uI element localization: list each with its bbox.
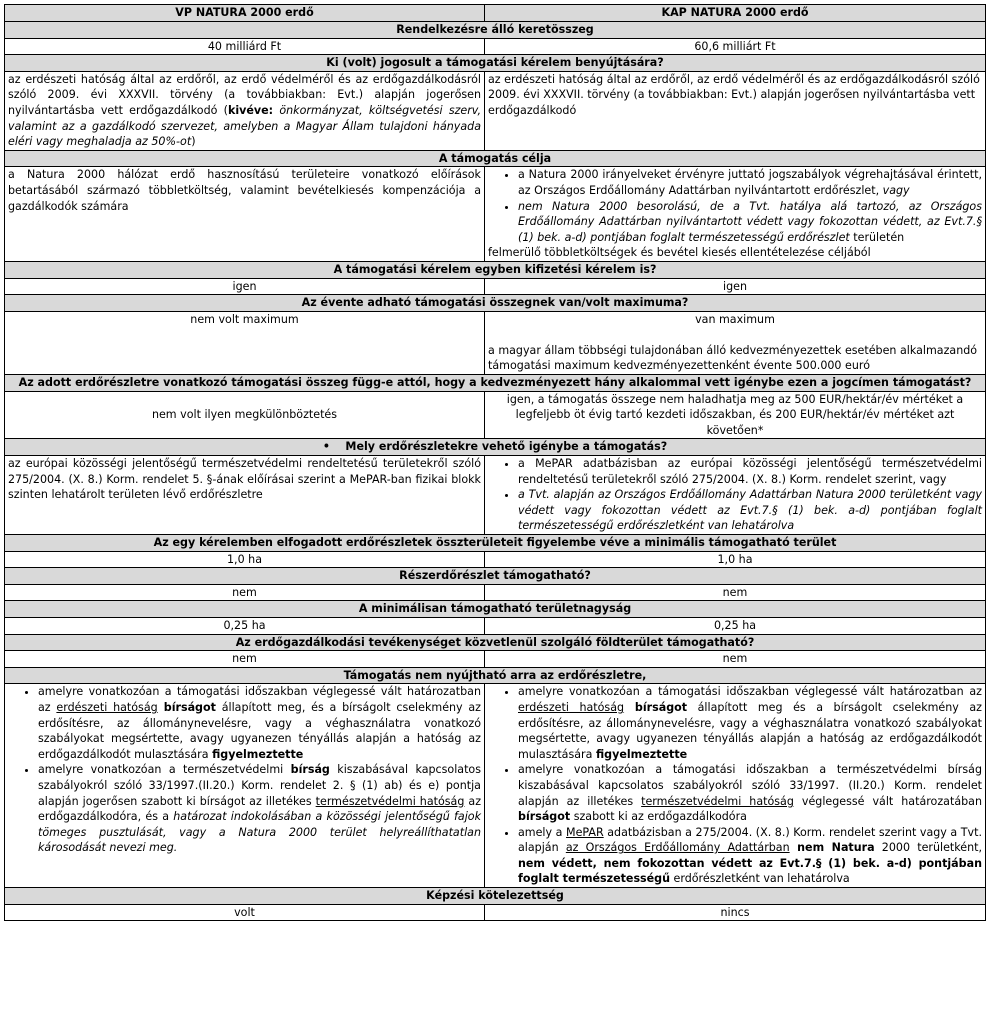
section-title-annual-max: Az évente adható támogatási összegnek van/volt maximuma? [5, 295, 986, 312]
exclusions-vp-item: • amelyre vonatkozóan a természetvédelmi bírság kiszabásával kapcsolatos szabályokról szóló 33/1997.(II.20.) Korm. rendelet 2. § (1) ab) és e) pontja alapján jogerősen szabott ki bírságot az illetékes természetvédelmi hatóság az erdőgazdálkodóra, és a határozat indokolásában a közösségi jelentőségű fajok tömeges pusztulását, vagy a Natura 2000 terület helyreállíthatatlan károsodását nevezi meg. [38, 762, 481, 856]
repeat-dependence-kap: igen, a támogatás összege nem haladhatja meg az 500 EUR/hektár/év mértéket a legfeljebb öt évig tartó kezdeti időszakban, és 200 EUR/hektár/év mértéket azt követően* [485, 391, 986, 439]
parcels-kap-item: • a MePAR adatbázisban az európai közösségi jelentőségű természetvédelmi rendeltetésű területekről szóló 275/2004. (X. 8.) Korm. rendelet szerint, vagy [518, 456, 982, 487]
service-land-vp: nem [5, 651, 485, 668]
section-title-payment-request: A támogatási kérelem egyben kifizetési kérelem is? [5, 261, 986, 278]
annual-max-kap-detail: a magyar állam többségi tulajdonában álló kedvezményezettek esetében alkalmazandó támogatási maximum kedvezményezettenként évente 500.000 euró [488, 343, 978, 373]
section-title-repeat-dependence: Az adott erdőrészletre vonatkozó támogatási összeg függ-e attól, hogy a kedvezményezett hány alkalommal vett igénybe ezen a jogcímen támogatást? [5, 375, 986, 392]
comparison-table [4, 4, 986, 921]
partial-parcel-kap: nem [485, 584, 986, 601]
annual-max-kap-value: van maximum [695, 312, 775, 326]
annual-max-kap [485, 311, 986, 374]
section-title-exclusions: Támogatás nem nyújtható arra az erdőrészletre, [5, 667, 986, 684]
purpose-vp: a Natura 2000 hálózat erdő hasznosítású területeire vonatkozó előírások betartásából származó többletköltség, valamint bevételkiesés kompenzációja a gazdálkodók számára [5, 167, 485, 262]
column-header-vp: VP NATURA 2000 erdő [5, 5, 485, 22]
purpose-kap [485, 167, 986, 262]
payment-request-kap: igen [485, 278, 986, 295]
section-title-eligible: Ki (volt) jogosult a támogatási kérelem benyújtására? [5, 55, 986, 72]
repeat-dependence-vp: nem volt ilyen megkülönböztetés [5, 391, 485, 439]
partial-parcel-vp: nem [5, 584, 485, 601]
exclusions-vp [5, 684, 485, 888]
exclusions-kap-item: • amelyre vonatkozóan a támogatási időszakban véglegessé vált határozatban az erdészeti hatóság bírságot állapított meg és a bírságolt cselekmény az erdősítésre, az állománynevelésre, vagy a véghasználatra vonatkozó szabályokat megsértette, avagy ugyanezen tényállás alapján a hatóság az erdőgazdálkodót mulasztására figyelmeztette [518, 684, 982, 762]
min-total-area-kap: 1,0 ha [485, 551, 986, 568]
section-title-min-total-area: Az egy kérelemben elfogadott erdőrészletek összterületeit figyelembe véve a minimális támogatható terület [5, 535, 986, 552]
min-area-kap: 0,25 ha [485, 617, 986, 634]
purpose-kap-item: • nem Natura 2000 besorolású, de a Tvt. hatálya alá tartozó, az Országos Erdőállomány Adattárban nyilvántartott védett vagy fokozottan védett, az Evt.7.§ (1) bek. a-d) pontjában foglalt természetességű erdőrészlet területén [518, 199, 982, 246]
section-title-service-land: Az erdőgazdálkodási tevékenységet közvetlenül szolgáló földterület támogatható? [5, 634, 986, 651]
budget-kap: 60,6 milliárt Ft [485, 38, 986, 55]
annual-max-vp: nem volt maximum [5, 311, 485, 374]
training-vp: volt [5, 904, 485, 921]
section-title-min-area: A minimálisan támogatható területnagyság [5, 601, 986, 618]
service-land-kap: nem [485, 651, 986, 668]
payment-request-vp: igen [5, 278, 485, 295]
min-area-vp: 0,25 ha [5, 617, 485, 634]
section-title-budget: Rendelkezésre álló keretösszeg [5, 22, 986, 39]
eligible-vp: az erdészeti hatóság által az erdőről, az erdő védelméről és az erdőgazdálkodásról szóló 2009. évi XXXVII. törvény (a továbbiakban: Evt.) alapján jogerősen nyilvántartásba vett erdőgazdálkodó (kivéve: önkormányzat, költségvetési szerv, valamint az a gazdálkodó szervezet, amelyben a Magyar Állam tulajdoni hányada eléri vagy meghaladja az 50%-ot) [5, 71, 485, 150]
budget-vp: 40 milliárd Ft [5, 38, 485, 55]
section-title-partial-parcel: Részerdőrészlet támogatható? [5, 568, 986, 585]
purpose-kap-tail: felmerülő többletköltségek és bevétel kiesés ellentételezése céljából [488, 246, 871, 260]
section-title-training: Képzési kötelezettség [5, 888, 986, 905]
purpose-kap-item: • a Natura 2000 irányelveket érvényre juttató jogszabályok végrehajtásával érintett, az Országos Erdőállomány Adattárban nyilvántartott erdőrészlet, vagy [518, 167, 982, 198]
column-header-kap: KAP NATURA 2000 erdő [485, 5, 986, 22]
exclusions-vp-item: • amelyre vonatkozóan a támogatási időszakban véglegessé vált határozatban az erdészeti hatóság bírságot állapított meg, és a bírságolt cselekmény az erdősítésre, az állománynevelésre, vagy a véghasználatra vonatkozó szabályokat megsértette, avagy ugyanezen tényállás alapján a hatóság az erdőgazdálkodót mulasztására figyelmeztette [38, 684, 481, 762]
section-title-parcels: • Mely erdőrészletekre vehető igénybe a támogatás? [5, 439, 986, 456]
exclusions-kap-item: • amelyre vonatkozóan a támogatási időszakban a természetvédelmi bírság kiszabásával kapcsolatos szabályokról szóló 33/1997. (II.20.) Korm. rendelet alapján az illetékes természetvédelmi hatóság véglegessé vált határozatában bírságot szabott ki az erdőgazdálkodóra [518, 762, 982, 824]
parcels-vp: az európai közösségi jelentőségű természetvédelmi rendeltetésű területekről szóló 275/2004. (X. 8.) Korm. rendelet 5. §-ának előírásai szerint a MePAR-ban fizikai blokk szinten lehatárolt területen lévő erdőrészletre [5, 456, 485, 535]
exclusions-kap-item: • amely a MePAR adatbázisban a 275/2004. (X. 8.) Korm. rendelet szerint vagy a Tvt. alapján az Országos Erdőállomány Adattárban nem Natura 2000 területként, nem védett, nem fokozottan védett az Evt.7.§ (1) bek. a-d) pontjában foglalt természetességű erdőrészletként van lehatárolva [518, 825, 982, 887]
exclusions-kap [485, 684, 986, 888]
section-title-purpose: A támogatás célja [5, 150, 986, 167]
parcels-kap [485, 456, 986, 535]
training-kap: nincs [485, 904, 986, 921]
parcels-kap-item: • a Tvt. alapján az Országos Erdőállomány Adattárban Natura 2000 területként vagy védett vagy fokozottan védett az Evt.7.§ (1) bek. a-d) pontjában foglalt természetességű erdőrészletként van lehatárolva [518, 487, 982, 534]
min-total-area-vp: 1,0 ha [5, 551, 485, 568]
eligible-kap: az erdészeti hatóság által az erdőről, az erdő védelméről és az erdőgazdálkodásról szóló 2009. évi XXXVII. törvény (a továbbiakban: Evt.) alapján jogerősen nyilvántartásba vett erdőgazdálkodó [485, 71, 986, 150]
